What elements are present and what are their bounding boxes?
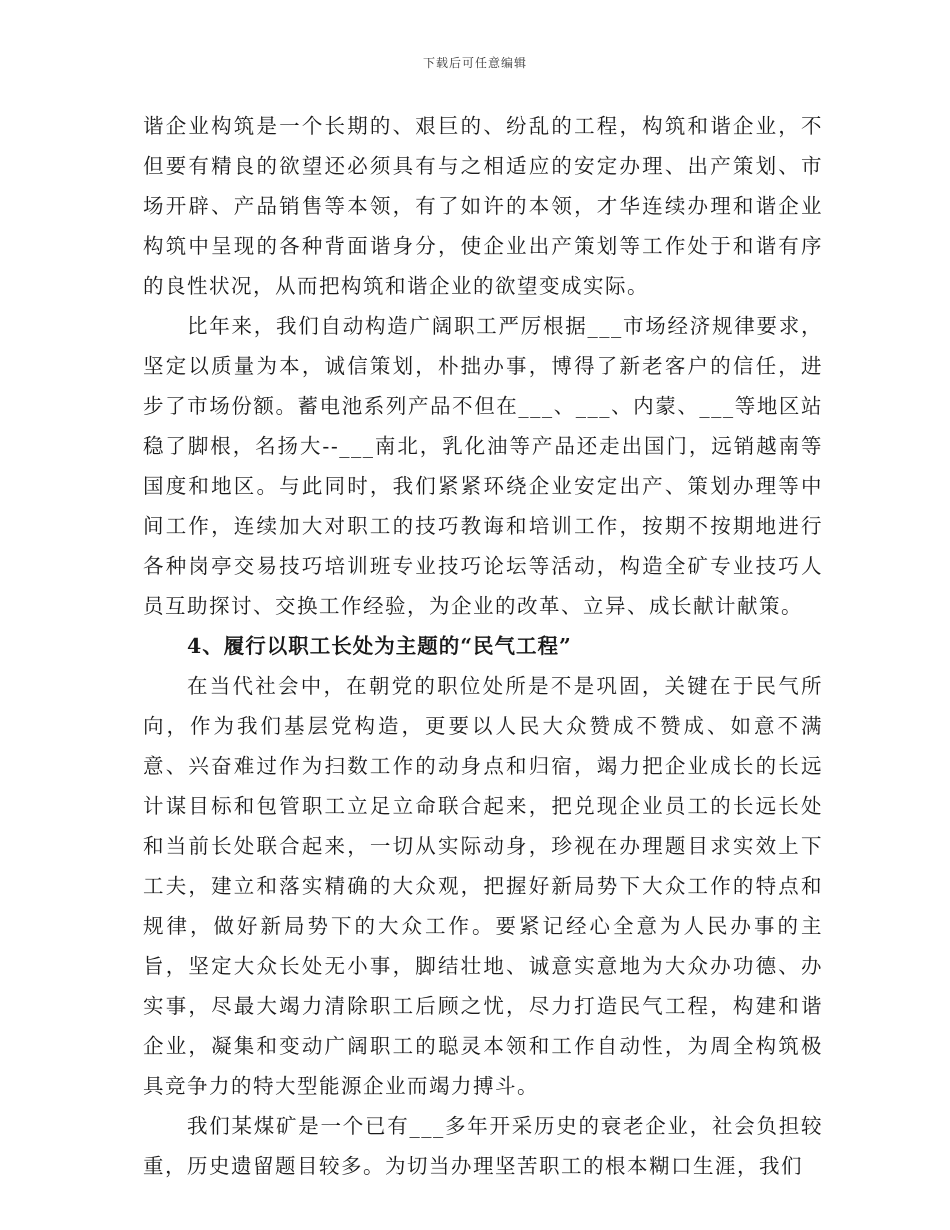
section-heading: 4、履行以职工长处为主题的“民气工程” [187, 634, 572, 658]
paragraph-2: 比年来，我们自动构造广阔职工严厉根据___市场经济规律要求，坚定以质量为本，诚信策划，朴拙办事，博得了新老客户的信任，进步了市场份额。蓄电池系列产品不但在___、___、内蒙、___等地区站稳了脚根，名扬大--___南北，乳化油等产品还走出国门，远销越南等国度和地区。与此同时，我们紧紧环绕企业安定出产、策划办理等中间工作，连续加大对职工的技巧教诲和培训工作，按期不按期地进行各种岗亭交易技巧培训班专业技巧论坛等活动，构造全矿专业技巧人员互助探讨、交换工作经验，为企业的改革、立异、成长献计献策。 [143, 314, 823, 618]
paragraph-4: 我们某煤矿是一个已有___多年开采历史的衰老企业，社会负担较重，历史遗留题目较多。为切当办理坚苦职工的根本糊口生涯，我们 [143, 1114, 823, 1178]
paragraph-3: 在当代社会中，在朝党的职位处所是不是巩固，关键在于民气所向，作为我们基层党构造，更要以人民大众赞成不赞成、如意不满意、兴奋难过作为扫数工作的动身点和归宿，竭力把企业成长的长远计谋目标和包管职工立足立命联合起来，把兑现企业员工的长远长处和当前长处联合起来，一切从实际动身，珍视在办理题目求实效上下工夫，建立和落实精确的大众观，把握好新局势下大众工作的特点和规律，做好新局势下的大众工作。要紧记经心全意为人民办事的主旨，坚定大众长处无小事，脚结壮地、诚意实意地为大众办功德、办实事，尽最大竭力清除职工后顾之忧，尽力打造民气工程，构建和谐企业，凝集和变动广阔职工的聪灵本领和工作自动性，为周全构筑极具竞争力的特大型能源企业而竭力搏斗。 [143, 674, 823, 1098]
document-body [143, 106, 823, 1186]
paragraph-1: 谐企业构筑是一个长期的、艰巨的、纷乱的工程，构筑和谐企业，不但要有精良的欲望还必须具有与之相适应的安定办理、出产策划、市场开辟、产品销售等本领，有了如许的本领，才华连续办理和谐企业构筑中呈现的各种背面谐身分，使企业出产策划等工作处于和谐有序的良性状况，从而把构筑和谐企业的欲望变成实际。 [143, 114, 823, 298]
page-header: 下载后可任意编辑 [422, 56, 527, 70]
